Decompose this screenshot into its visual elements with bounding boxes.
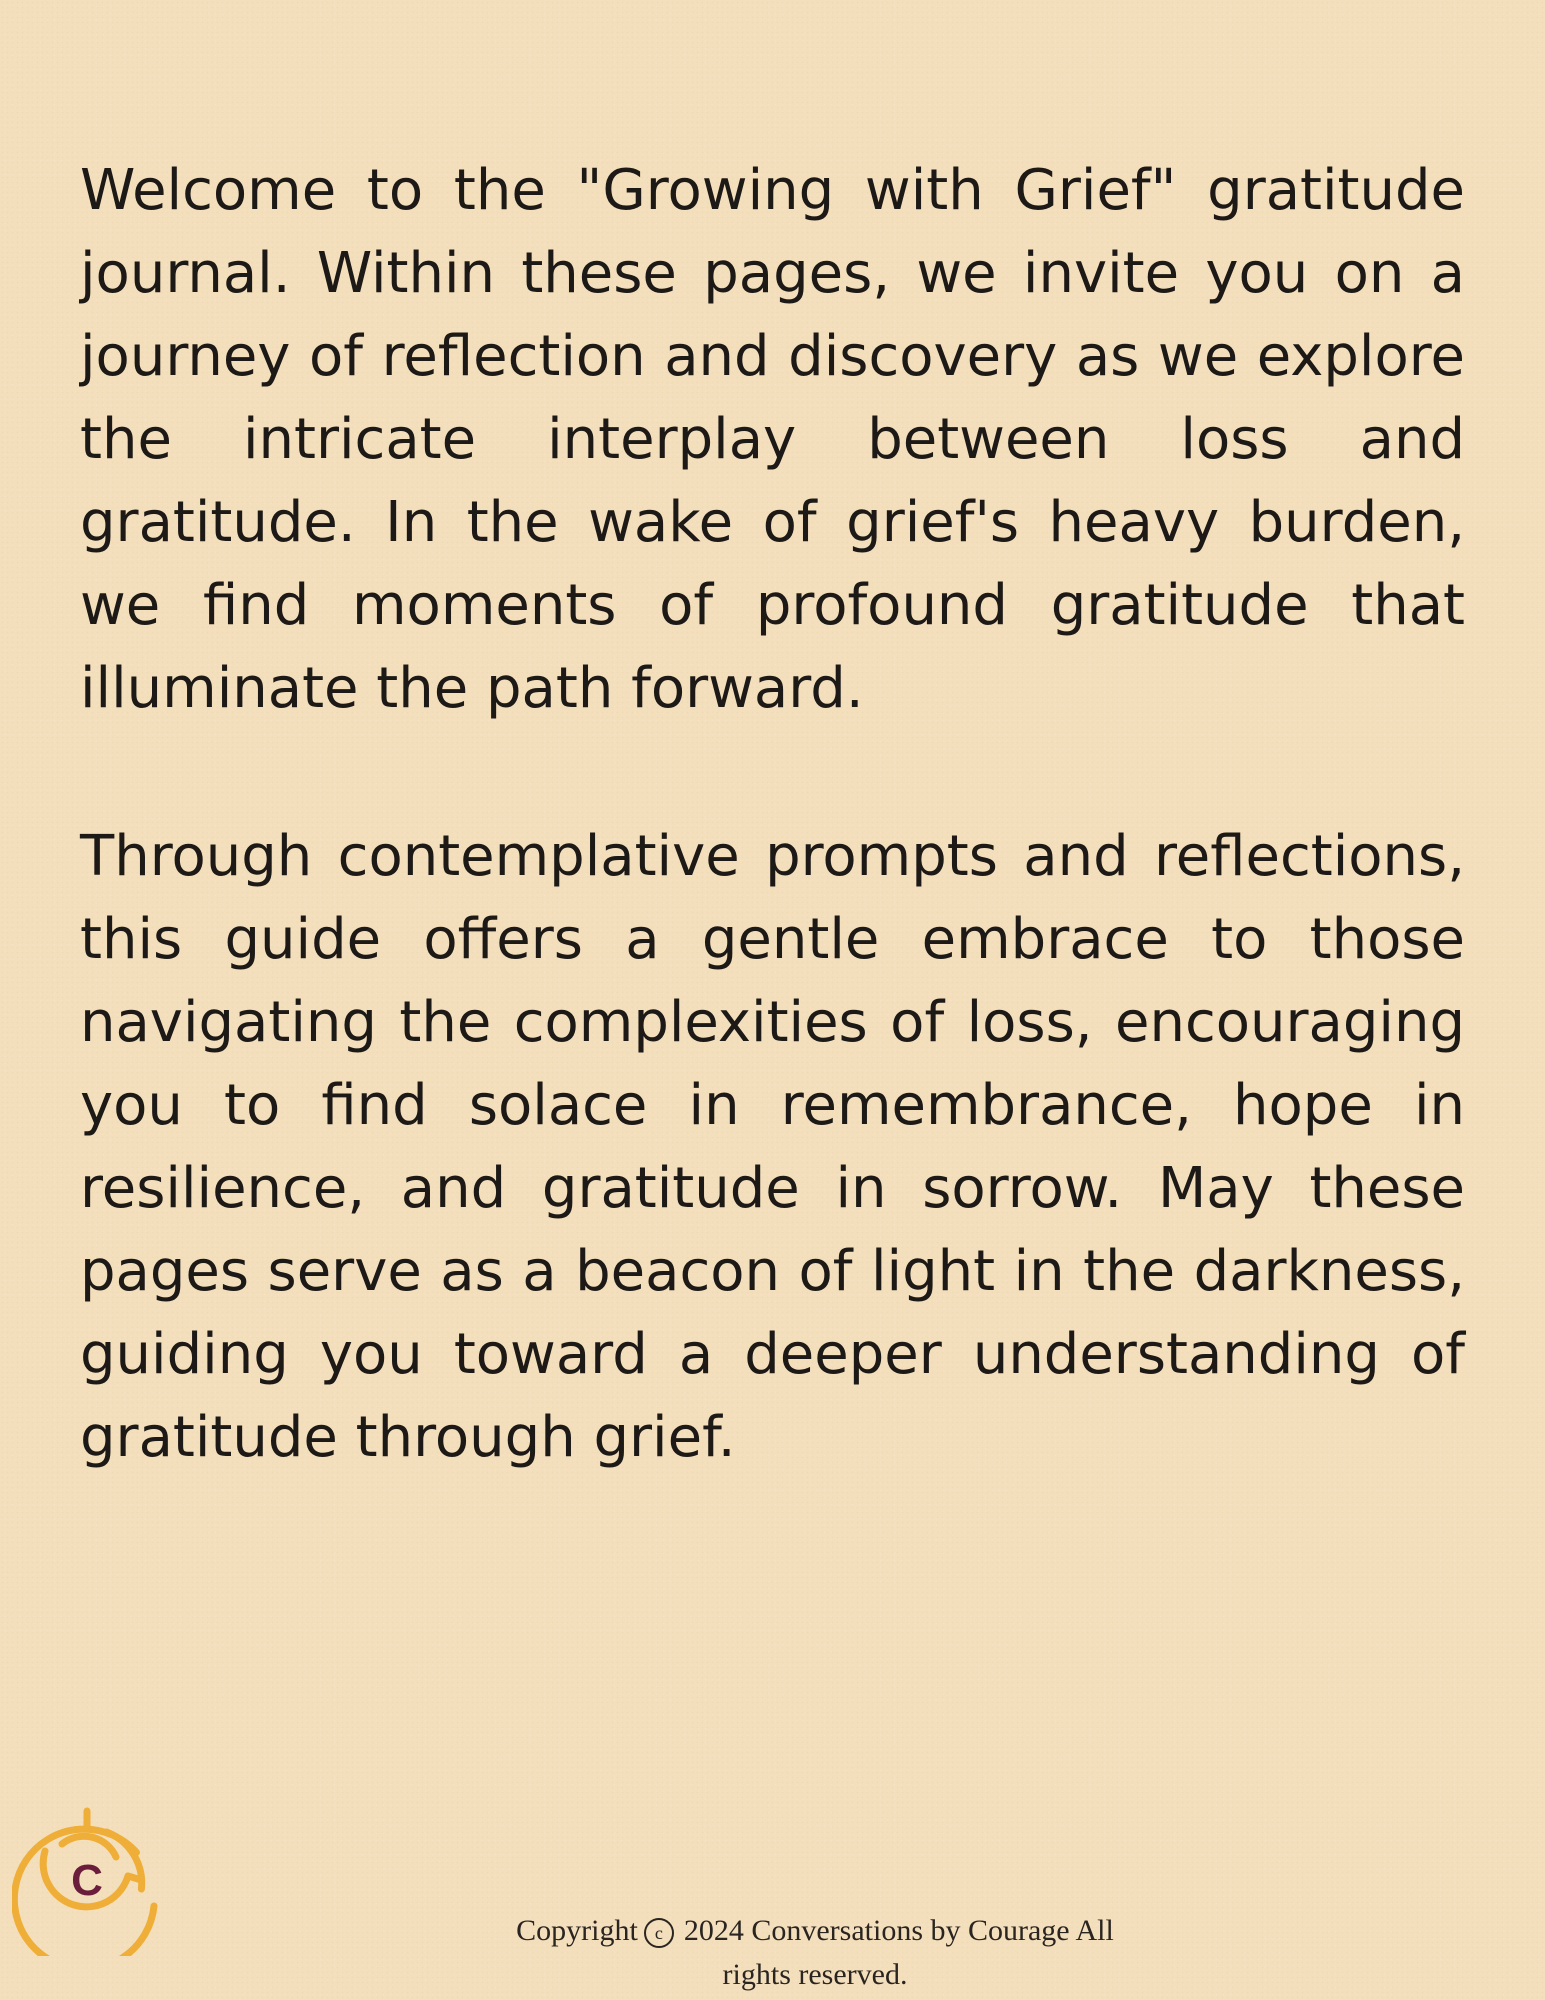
copyright-line-2: rights reserved.: [722, 1958, 908, 1991]
copyright-text: 2024 Conversations by Courage All: [683, 1914, 1114, 1947]
guide-paragraph: Through contemplative prompts and reflections, this guide offers a gentle embrace to those navigating the complexities of loss, encouraging you to find solace in remembrance, hope in resilience, and gratitude in sorrow. May these pages serve as a beacon of light in the darkness, guiding you toward a deeper understanding of gratitude through grief.: [80, 824, 1465, 1470]
copyright-word: Copyright: [516, 1914, 638, 1947]
copyright-icon: c: [644, 1918, 674, 1948]
copyright-line-1: [470, 1909, 1160, 1953]
maze-c-logo-icon: [12, 1806, 162, 1956]
logo-letter: C: [71, 1856, 103, 1905]
logo-middle-ring-arc: [62, 1836, 116, 1857]
intro-paragraph: Welcome to the "Growing with Grief" gratitude journal. Within these pages, we invite you on a journey of reflection and discovery as we explore the intricate interplay between loss and gratitude. In the wake of grief's heavy burden, we find moments of profound gratitude that illuminate the path forward.: [80, 158, 1465, 721]
copyright-footer: [470, 1909, 1160, 1997]
logo-connector-2: [128, 1876, 141, 1880]
